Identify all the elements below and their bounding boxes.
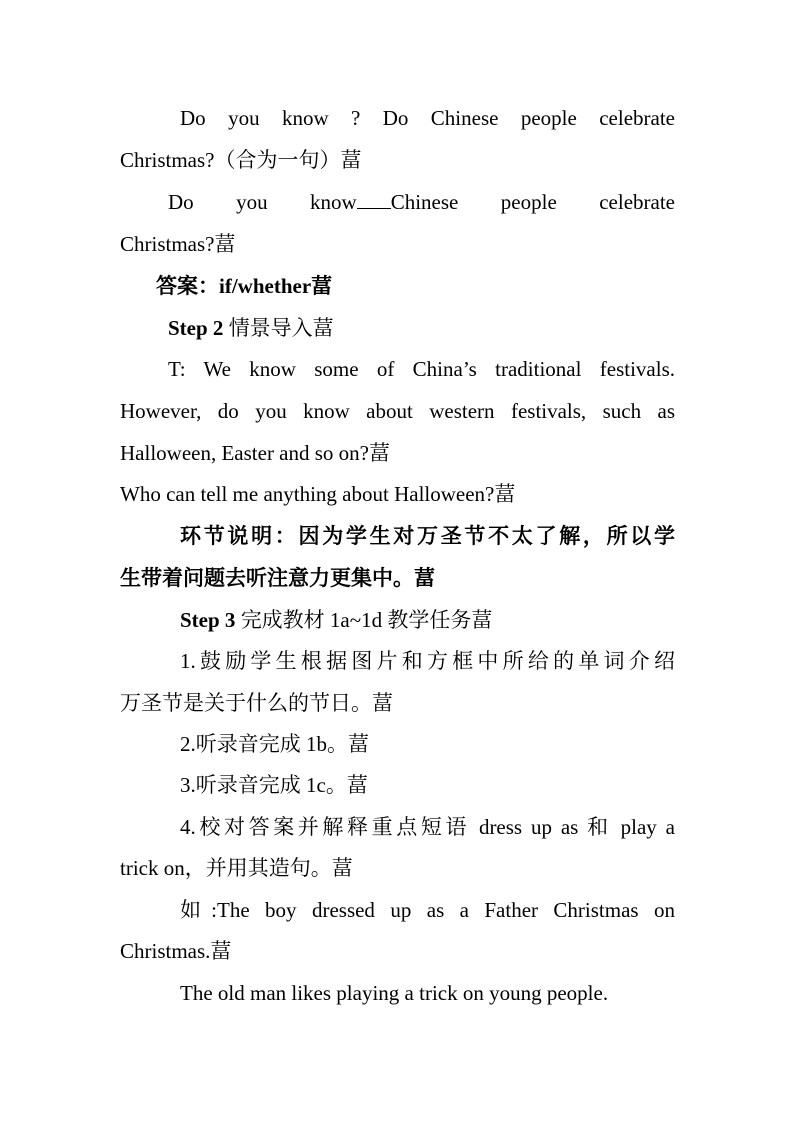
example-line-1: 如:The boy dressed up as a Father Christmas on: [180, 898, 675, 922]
text-line-1: Do you know ? Do Chinese people celebrate: [180, 106, 675, 130]
task-4-line-1: 4.校对答案并解释重点短语 dress up as 和 play a: [180, 815, 675, 839]
example-line-2: Christmas.葍: [120, 939, 232, 963]
text-line-3: [168, 188, 675, 216]
step-3-heading: [180, 606, 735, 634]
answer-line: 答案：if/whether葍: [156, 274, 333, 298]
text-line-10: Who can tell me anything about Halloween?葍: [120, 482, 516, 506]
step-2-title: 情景导入葍: [223, 316, 334, 340]
step-2-label: Step 2: [168, 316, 224, 340]
task-3-line: 3.听录音完成 1c。葍: [180, 773, 368, 797]
fill-in-blank: [357, 190, 391, 209]
task-1-line-1: 1.鼓励学生根据图片和方框中所给的单词介绍: [180, 649, 675, 673]
text-line-3-part-a: Do you know: [168, 190, 357, 214]
text-line-3-part-b: Chinese people celebrate: [390, 190, 675, 214]
task-2-line: 2.听录音完成 1b。葍: [180, 732, 369, 756]
step-3-title: 完成教材 1a~1d 教学任务葍: [235, 608, 493, 632]
task-4-line-2: trick on，并用其造句。葍: [120, 856, 353, 880]
note-line-2: 生带着问题去听注意力更集中。葍: [120, 566, 435, 590]
text-line-8: However, do you know about western festivals, such as: [120, 399, 675, 423]
text-line-2: Christmas?（合为一句）葍: [120, 148, 362, 172]
example-line-3: The old man likes playing a trick on young people.: [180, 981, 609, 1005]
task-1-line-2: 万圣节是关于什么的节日。葍: [120, 691, 393, 715]
note-line-1: 环节说明：因为学生对万圣节不太了解，所以学: [180, 524, 675, 548]
text-line-9: Halloween, Easter and so on?葍: [120, 441, 390, 465]
step-2-heading: [168, 314, 723, 342]
text-line-4: Christmas?葍: [120, 232, 236, 256]
text-line-7: T: We know some of China’s traditional festivals.: [168, 357, 675, 381]
step-3-label: Step 3: [180, 608, 236, 632]
